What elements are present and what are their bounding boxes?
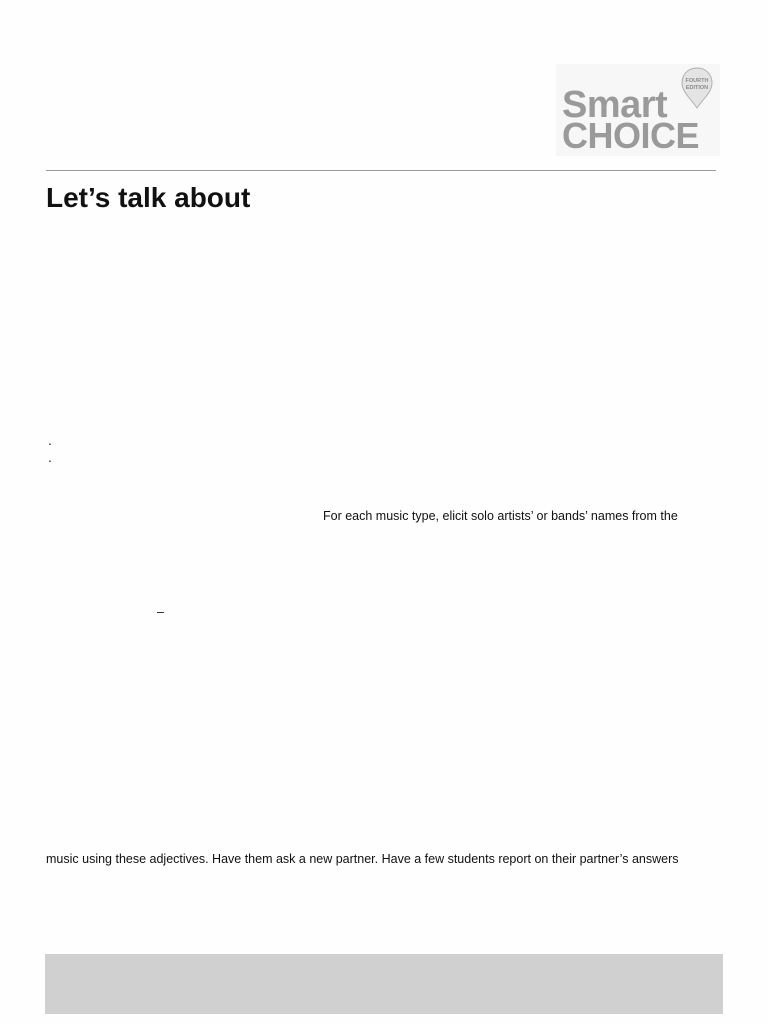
logo-word-smart: Smart <box>562 84 668 126</box>
header-divider <box>46 170 716 171</box>
logo-word-choice: CHOICE <box>562 115 700 156</box>
footer-bar <box>45 954 723 1014</box>
page-title: Let’s talk about <box>46 182 251 213</box>
instruction-line: For each music type, elicit solo artists’ or bands’ names from the <box>323 509 678 523</box>
logo-badge-line1: FOURTH <box>685 78 709 84</box>
dash-mark: – <box>157 605 164 619</box>
bullet-marker: . <box>48 449 52 465</box>
instruction-line: music using these adjectives. Have them ask a new partner. Have a few students report on their partner’s answers <box>46 852 679 866</box>
bullet-marker: . <box>48 432 52 448</box>
logo-badge-line2: EDITION <box>685 85 709 91</box>
smart-choice-logo <box>556 64 720 156</box>
